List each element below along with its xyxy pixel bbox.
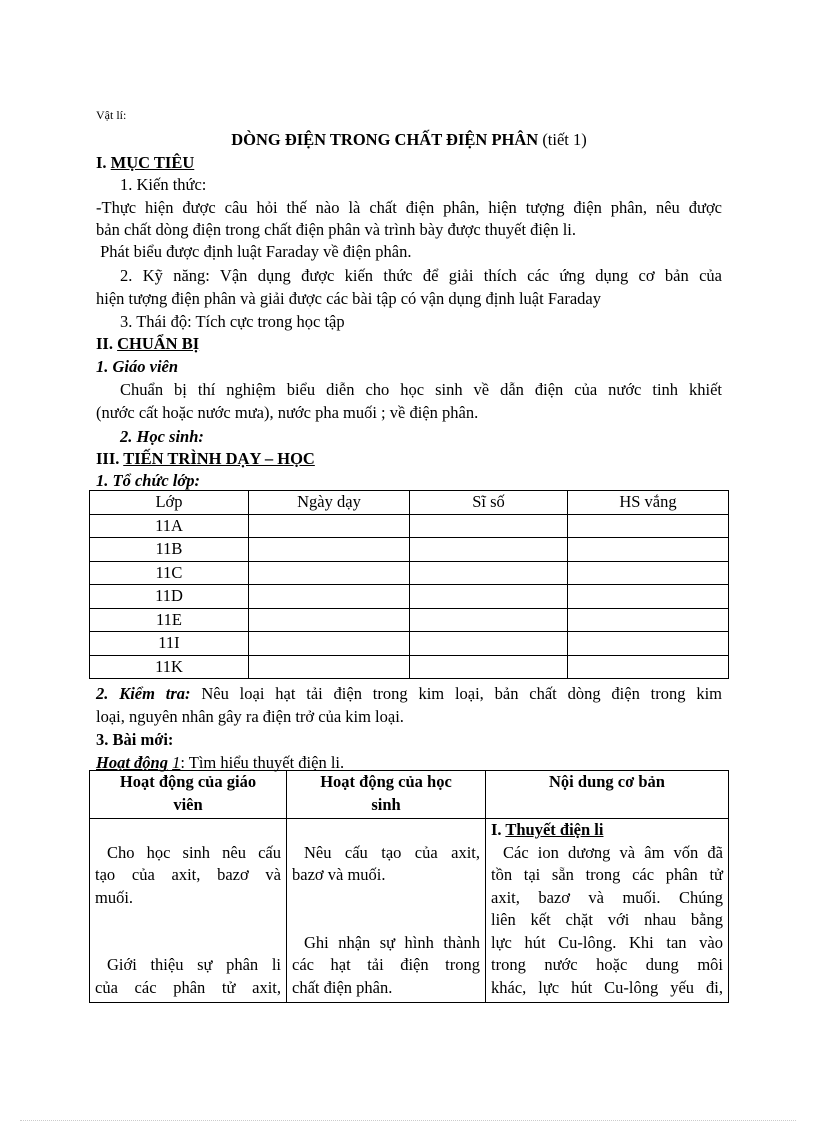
class-cell: 11B <box>90 538 249 562</box>
content-cell <box>486 819 729 1003</box>
title-text: DÒNG ĐIỆN TRONG CHẤT ĐIỆN PHÂN <box>231 130 539 149</box>
empty-cell <box>249 538 410 562</box>
header-absent: HS vắng <box>568 491 729 515</box>
cell-line: Ghi nhận sự hình thành <box>304 932 480 952</box>
empty-cell <box>410 655 568 679</box>
content-title <box>491 819 723 842</box>
table-row <box>90 514 729 538</box>
cell-content <box>90 819 286 999</box>
content-title-text: Thuyết điện li <box>505 820 604 839</box>
cell-line: axit, bazơ và muối. Chúng <box>491 887 723 907</box>
header-teacher-activity <box>90 771 287 819</box>
activity-number: 1 <box>172 753 181 772</box>
cell-line: Cho học sinh nêu cấu <box>107 842 281 862</box>
cell-line: bazơ và muối. <box>292 865 386 884</box>
check-line1 <box>96 682 722 705</box>
cell-line: muối. <box>95 887 134 907</box>
class-cell: 11D <box>90 585 249 609</box>
table-row <box>90 538 729 562</box>
page-bottom-divider <box>20 1120 796 1121</box>
cell-line: trong nước hoặc dung môi <box>491 955 723 974</box>
empty-cell <box>249 561 410 585</box>
cell-line: các hạt tải điện trong <box>292 955 480 974</box>
table-row <box>90 819 729 1003</box>
class-table-header <box>90 491 729 515</box>
empty-cell <box>249 608 410 632</box>
knowledge-label: 1. Kiến thức: <box>120 175 207 194</box>
title-suffix: (tiết 1) <box>542 130 587 149</box>
section1-number: I. <box>96 153 107 172</box>
teacher-label: 1. Giáo viên <box>96 357 179 376</box>
cell-line: tồn tại sẵn trong các phân tử <box>491 865 723 884</box>
skill-line: 2. Kỹ năng: Vận dụng được kiến thức để giải thích các ứng dụng cơ bản của <box>120 266 722 285</box>
cell-line: của các phân tử axit, <box>95 977 281 997</box>
class-cell: 11I <box>90 632 249 656</box>
cell-line: Các ion dương và âm vốn đã <box>503 842 723 862</box>
table-row <box>90 655 729 679</box>
cell-line: khác, lực hút Cu-lông yếu đi, <box>491 977 723 997</box>
empty-cell <box>410 538 568 562</box>
section2-number: II. <box>96 334 113 353</box>
knowledge-line: Phát biểu được định luật Faraday về điện phân. <box>96 242 412 261</box>
section1-heading <box>96 151 722 174</box>
class-cell: 11K <box>90 655 249 679</box>
class-cell: 11A <box>90 514 249 538</box>
class-table <box>89 490 729 679</box>
empty-cell <box>568 538 729 562</box>
check-line2: loại, nguyên nhân gây ra điện trở của kim loại. <box>96 707 404 726</box>
empty-cell <box>249 632 410 656</box>
empty-cell <box>249 655 410 679</box>
knowledge-line: -Thực hiện được câu hỏi thế nào là chất điện phân, hiện tượng điện phân, nêu được <box>96 198 722 217</box>
cell-content <box>486 819 728 999</box>
header-text: viên <box>173 794 203 814</box>
content-title-num: I. <box>491 820 502 839</box>
empty-cell <box>410 585 568 609</box>
page-title <box>96 128 722 151</box>
new-lesson-label: 3. Bài mới: <box>96 730 174 749</box>
cell-line: chất điện phân. <box>292 977 393 997</box>
cell-line: liên kết chặt với nhau bằng <box>491 910 723 929</box>
class-cell: 11C <box>90 561 249 585</box>
table-row <box>90 608 729 632</box>
empty-cell <box>410 632 568 656</box>
class-cell: 11E <box>90 608 249 632</box>
activity-table <box>89 770 729 1003</box>
header-count: Sĩ số <box>410 491 568 515</box>
cell-line: Giới thiệu sự phân li <box>107 955 281 974</box>
section3-heading <box>96 447 722 470</box>
empty-cell <box>568 632 729 656</box>
header-text: Hoạt động của giáo <box>119 772 257 791</box>
activity-label: Hoạt động <box>96 753 168 772</box>
skill-line: hiện tượng điện phân và giải được các bài tập có vận dụng định luật Faraday <box>96 289 601 308</box>
empty-cell <box>410 514 568 538</box>
section3-title: TIẾN TRÌNH DẠY – HỌC <box>123 449 315 468</box>
cell-line: lực hút Cu-lông. Khi tan vào <box>491 932 723 952</box>
org-label: 1. Tổ chức lớp: <box>96 471 200 490</box>
activity-text: : Tìm hiểu thuyết điện li. <box>180 753 345 772</box>
header-text: sinh <box>371 794 401 814</box>
header-text: Hoạt động của học <box>320 772 452 791</box>
header-content <box>486 771 729 819</box>
header-date: Ngày dạy <box>249 491 410 515</box>
empty-cell <box>410 561 568 585</box>
teacher-line: Chuẩn bị thí nghiệm biểu diễn cho học sinh về dẫn điện của nước tinh khiết <box>120 380 722 399</box>
cell-content <box>287 819 485 999</box>
empty-cell <box>568 655 729 679</box>
empty-cell <box>568 608 729 632</box>
cell-line: Nêu cấu tạo của axit, <box>304 842 480 862</box>
section3-number: III. <box>96 449 120 468</box>
subject-label: Vật lí: <box>96 108 127 122</box>
empty-cell <box>249 585 410 609</box>
activity-table-header <box>90 771 729 819</box>
section1-title: MỤC TIÊU <box>110 153 195 172</box>
table-row <box>90 632 729 656</box>
teacher-line: (nước cất hoặc nước mưa), nước pha muối ; về điện phân. <box>96 403 479 422</box>
header-class: Lớp <box>90 491 249 515</box>
header-student-activity <box>287 771 486 819</box>
attitude-line: 3. Thái độ: Tích cực trong học tập <box>120 312 345 331</box>
teacher-activity-cell <box>90 819 287 1003</box>
section2-heading <box>96 332 722 355</box>
empty-cell <box>568 561 729 585</box>
empty-cell <box>249 514 410 538</box>
empty-cell <box>568 514 729 538</box>
check-text: Nêu loại hạt tải điện trong kim loại, bản chất dòng điện trong kim <box>190 684 722 703</box>
cell-line: tạo của axit, bazơ và <box>95 865 281 884</box>
empty-cell <box>410 608 568 632</box>
header-text: Nội dung cơ bản <box>549 772 665 791</box>
section2-title: CHUẨN BỊ <box>117 334 200 353</box>
student-label: 2. Học sinh: <box>120 427 204 446</box>
table-row <box>90 585 729 609</box>
student-activity-cell <box>287 819 486 1003</box>
empty-cell <box>568 585 729 609</box>
table-row <box>90 561 729 585</box>
knowledge-line: bản chất dòng điện trong chất điện phân và trình bày được thuyết điện li. <box>96 220 576 239</box>
check-label: 2. Kiểm tra: <box>96 684 191 703</box>
